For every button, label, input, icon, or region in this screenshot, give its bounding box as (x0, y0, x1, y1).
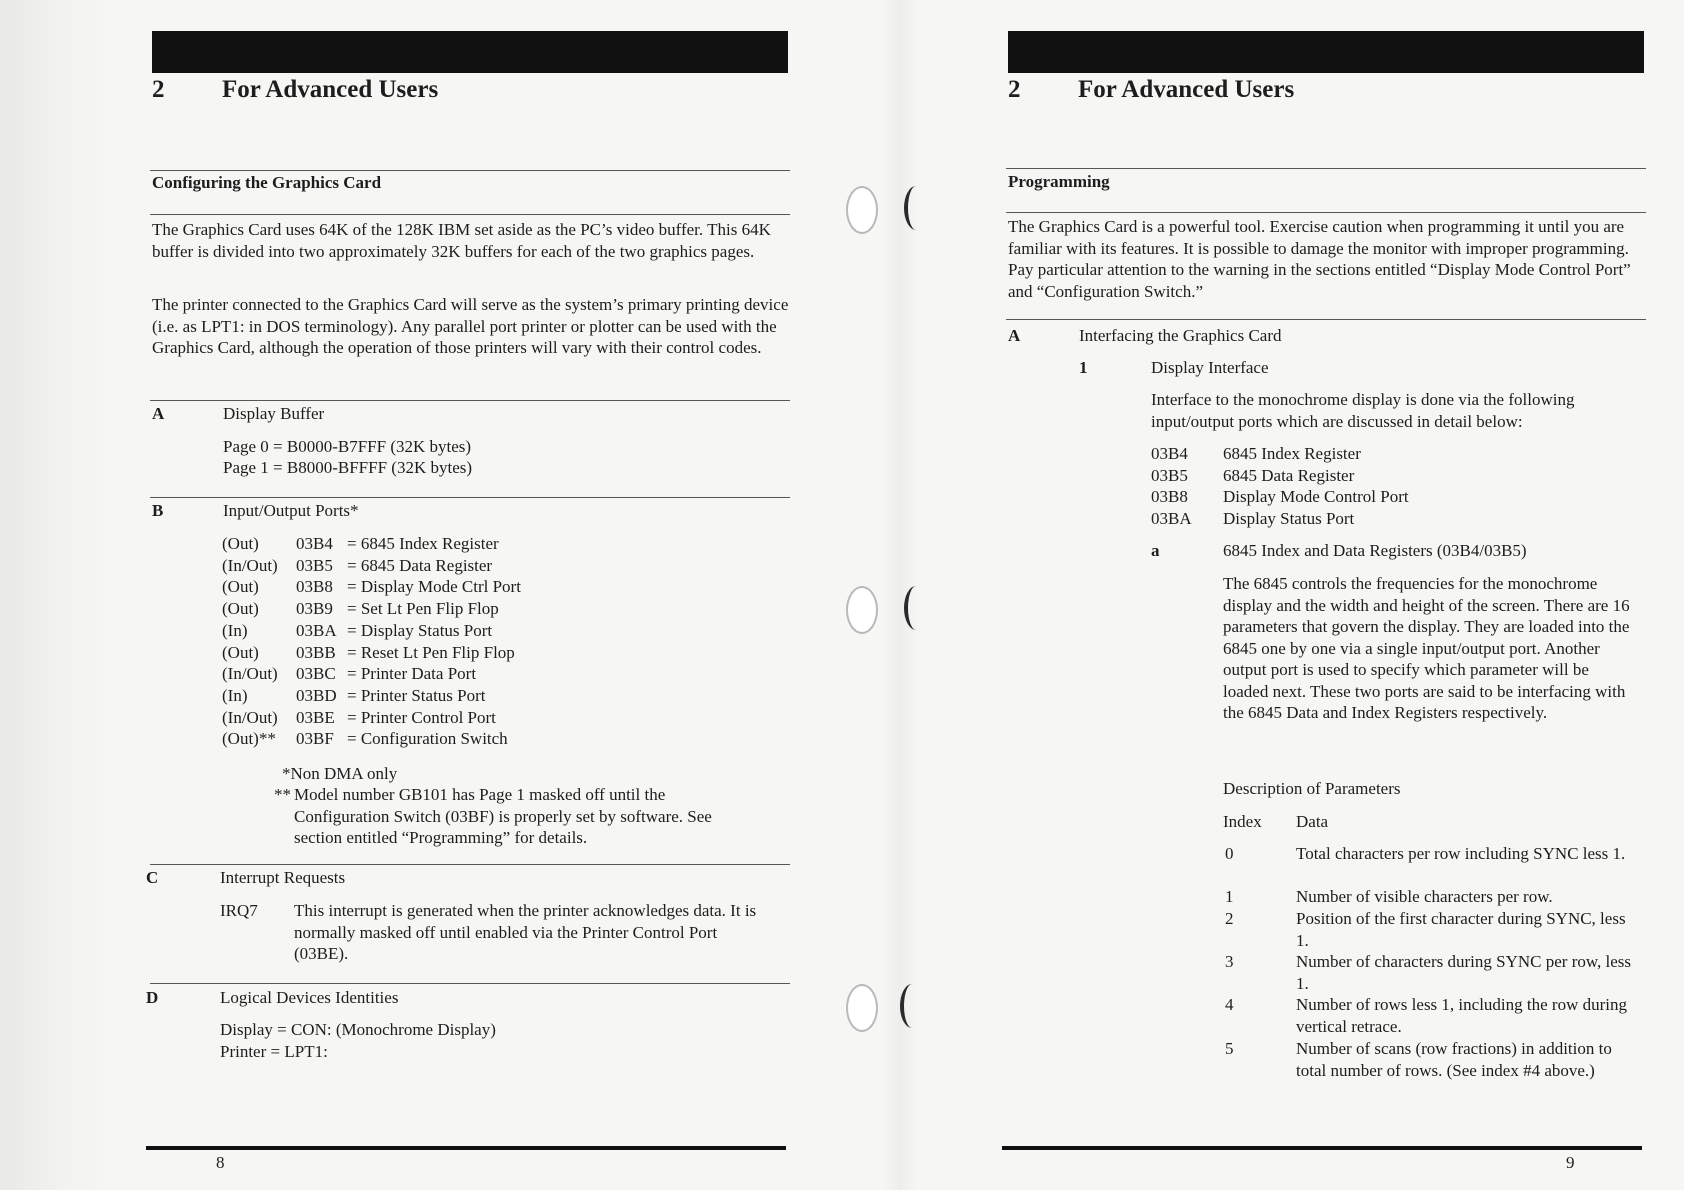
param-data: Number of rows less 1, including the row during vertical retrace. (1296, 995, 1627, 1036)
port-description: = 6845 Index Register (347, 534, 499, 553)
item-letter: A (1008, 326, 1021, 345)
item-letter: D (146, 988, 159, 1007)
param-data: Position of the first character during SYNC, less 1. (1296, 909, 1626, 950)
port-direction: (Out) (222, 534, 259, 553)
item-letter: A (152, 404, 165, 423)
divider (150, 497, 790, 498)
param-index: 1 (1225, 887, 1234, 906)
chapter-title: For Advanced Users (222, 76, 439, 103)
chapter-heading (152, 76, 438, 104)
footer-bar (146, 1146, 786, 1150)
item-title: 6845 Index and Data Registers (03B4/03B5) (1223, 541, 1527, 560)
port-direction: (In/Out) (222, 555, 278, 575)
param-data: Total characters per row including SYNC less 1. (1296, 844, 1626, 863)
port-description: = Printer Status Port (347, 685, 486, 705)
paragraph: The printer connected to the Graphics Card will serve as the system’s primary printing device (i.e. as LPT1: in DOS terminology). Any parallel port printer or plotter can be used with the Graphics Card, although the operation of those printers will vary with their control codes. (152, 295, 789, 357)
binder-hole (840, 186, 930, 236)
section-title: Programming (1008, 172, 1110, 191)
footnote: Model number GB101 has Page 1 masked off until the Configuration Switch (03BF) is properly set by software. See section entitled “Programming” for details. (294, 785, 712, 847)
divider (1006, 319, 1646, 320)
irq-description: This interrupt is generated when the printer acknowledges data. It is normally masked off until enabled via the Printer Control Port (03BE). (294, 901, 757, 963)
port-address: 03B4 (1151, 444, 1188, 463)
divider (1006, 212, 1646, 213)
param-index: 5 (1225, 1039, 1234, 1058)
port-address: 03B9 (296, 599, 333, 619)
item-letter: B (152, 501, 164, 520)
port-address: 03B4 (296, 534, 333, 553)
page-number: 9 (1566, 1153, 1575, 1172)
footnote: *Non DMA only (282, 764, 398, 783)
divider (150, 864, 790, 865)
item-title: Interfacing the Graphics Card (1079, 326, 1282, 345)
paragraph: The 6845 controls the frequencies for the monochrome display and the width and height of the screen. There are 16 parameters that govern the display. They are loaded into the 6845 one by one via a single input/output port. Another output port is used to specify which parameter will be loaded next. These two ports are said to be interfacing with the 6845 Data and Index Registers respectively. (1223, 574, 1630, 722)
section-title: Configuring the Graphics Card (152, 173, 382, 192)
item-title: Interrupt Requests (220, 868, 346, 887)
divider (150, 214, 790, 215)
port-direction: (Out)** (222, 729, 276, 749)
binder-hole (840, 984, 930, 1034)
item-letter: C (146, 868, 159, 887)
divider (150, 170, 790, 171)
port-description: = Set Lt Pen Flip Flop (347, 599, 499, 619)
port-description: = Printer Control Port (347, 707, 496, 727)
port-description: = Display Status Port (347, 620, 493, 640)
port-address: 03BA (296, 620, 337, 640)
port-description: = Reset Lt Pen Flip Flop (347, 642, 515, 662)
header-bar (152, 31, 788, 73)
port-direction: (In/Out) (222, 664, 278, 684)
port-direction: (In/Out) (222, 707, 278, 727)
port-address: 03B8 (296, 577, 333, 597)
port-description: 6845 Index Register (1223, 444, 1361, 463)
footnote-mark: ** (274, 785, 291, 804)
port-address: 03B5 (1151, 465, 1188, 485)
port-address: 03BE (296, 707, 335, 727)
item-number: 1 (1079, 358, 1088, 377)
chapter-heading (1008, 76, 1294, 104)
item-title: Display Interface (1151, 358, 1269, 377)
binder-hole (840, 586, 930, 636)
port-description: = Printer Data Port (347, 664, 477, 684)
buffer-line: Page 0 = B0000-B7FFF (32K bytes) (223, 437, 472, 456)
port-direction: (Out) (222, 642, 259, 662)
port-description: 6845 Data Register (1223, 465, 1355, 485)
paragraph: The Graphics Card uses 64K of the 128K IBM set aside as the PC’s video buffer. This 64K buffer is divided into two approximately 32K buffers for each of the two graphics pages. (152, 220, 771, 261)
param-index: 4 (1225, 995, 1234, 1014)
port-direction: (In) (222, 620, 248, 640)
device-line: Printer = LPT1: (220, 1042, 328, 1061)
buffer-line: Page 1 = B8000-BFFFF (32K bytes) (223, 458, 473, 477)
port-address: 03B8 (1151, 487, 1188, 507)
port-direction: (Out) (222, 577, 259, 597)
port-address: 03BD (296, 685, 337, 705)
divider (1006, 168, 1646, 169)
column-header-index: Index (1223, 812, 1262, 831)
item-title: Logical Devices Identities (220, 988, 399, 1007)
item-letter: a (1151, 541, 1160, 560)
chapter-title: For Advanced Users (1078, 76, 1295, 103)
port-description: = 6845 Data Register (347, 555, 493, 575)
param-data: Number of scans (row fractions) in addition to total number of rows. (See index #4 above.) (1296, 1039, 1612, 1080)
irq-label: IRQ7 (220, 901, 258, 920)
port-description: Display Mode Control Port (1223, 487, 1409, 507)
param-data: Number of visible characters per row. (1296, 887, 1553, 906)
param-data: Number of characters during SYNC per row, less 1. (1296, 952, 1632, 993)
port-direction: (Out) (222, 599, 259, 619)
port-address: 03BF (296, 729, 334, 749)
param-index: 0 (1225, 844, 1234, 863)
port-address: 03BB (296, 642, 336, 662)
chapter-number: 2 (152, 76, 165, 103)
page-edge-shadow (0, 0, 115, 1190)
header-bar (1008, 31, 1644, 73)
divider (150, 983, 790, 984)
port-direction: (In) (222, 685, 248, 705)
item-title: Input/Output Ports* (223, 501, 359, 520)
item-title: Display Buffer (223, 404, 325, 423)
port-description: = Display Mode Ctrl Port (347, 577, 521, 597)
port-description: Display Status Port (1223, 509, 1355, 529)
param-index: 3 (1225, 952, 1234, 971)
param-index: 2 (1225, 909, 1234, 928)
port-address: 03BA (1151, 509, 1192, 529)
paragraph: The Graphics Card is a powerful tool. Exercise caution when programming it until you are familiar with its features. It is possible to damage the monitor with improper programming. Pay particular attention to the warning in the sections entitled “Display Mode Control Port” and “Configuration Switch.” (1008, 217, 1631, 301)
port-address: 03BC (296, 664, 336, 684)
footer-bar (1002, 1146, 1642, 1150)
port-address: 03B5 (296, 555, 333, 575)
page-number: 8 (216, 1153, 225, 1172)
device-line: Display = CON: (Monochrome Display) (220, 1020, 496, 1039)
port-description: = Configuration Switch (347, 729, 508, 749)
paragraph: Interface to the monochrome display is done via the following input/output ports which are discussed in detail below: (1151, 390, 1575, 431)
parameters-heading: Description of Parameters (1223, 779, 1401, 798)
column-header-data: Data (1296, 812, 1329, 831)
divider (150, 400, 790, 401)
chapter-number: 2 (1008, 76, 1021, 103)
